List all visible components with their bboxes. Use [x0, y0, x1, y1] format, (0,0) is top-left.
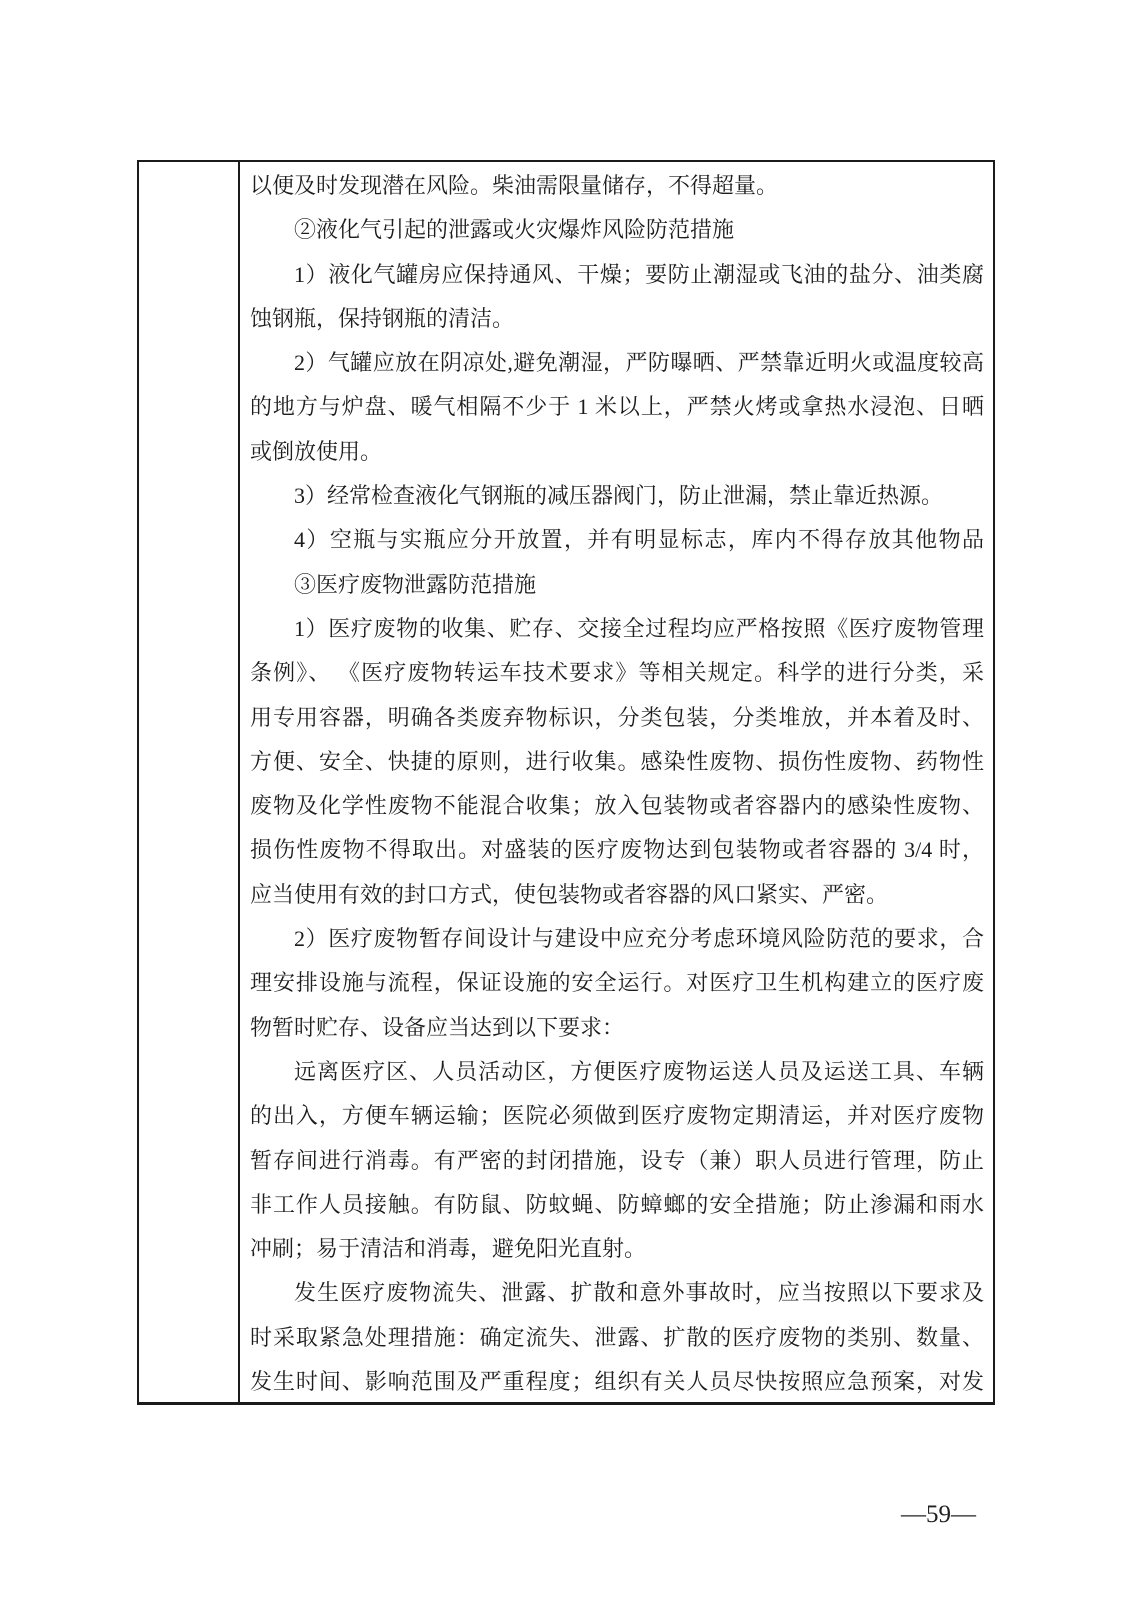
text-line: 理安排设施与流程，保证设施的安全运行。对医疗卫生机构建立的医疗废 [250, 970, 984, 996]
text-line: 发生时间、影响范围及严重程度；组织有关人员尽快按照应急预案，对发 [250, 1369, 984, 1395]
text-line: 的出入，方便车辆运输；医院必须做到医疗废物定期清运，并对医疗废物 [250, 1103, 984, 1129]
text-line: 方便、安全、快捷的原则，进行收集。感染性废物、损伤性废物、药物性 [250, 748, 984, 774]
text-line: 废物及化学性废物不能混合收集；放入包装物或者容器内的感染性废物、 [250, 793, 984, 819]
row-label-cell [139, 162, 240, 1402]
content-table [137, 160, 995, 1405]
text-line: 2）气罐应放在阴凉处,避免潮湿，严防曝晒、严禁靠近明火或温度较高 [294, 350, 984, 376]
text-line: 的地方与炉盘、暖气相隔不少于 1 米以上，严禁火烤或拿热水浸泡、日晒 [250, 394, 984, 420]
text-line: 用专用容器，明确各类废弃物标识，分类包装，分类堆放，并本着及时、 [250, 704, 984, 730]
text-line: 远离医疗区、人员活动区，方便医疗废物运送人员及运送工具、车辆 [294, 1058, 984, 1084]
text-line: 冲刷；易于清洁和消毒，避免阳光直射。 [250, 1236, 647, 1262]
text-line: 条例》、 《医疗废物转运车技术要求》等相关规定。科学的进行分类，采 [250, 660, 984, 686]
text-line: 蚀钢瓶，保持钢瓶的清洁。 [250, 305, 515, 331]
text-line: 物暂时贮存、设备应当达到以下要求： [250, 1014, 625, 1040]
text-line: 1）液化气罐房应保持通风、干燥；要防止潮湿或飞油的盐分、油类腐 [294, 261, 984, 287]
text-line: 3）经常检查液化气钢瓶的减压器阀门，防止泄漏，禁止靠近热源。 [294, 483, 944, 509]
text-line: ③医疗废物泄露防范措施 [294, 571, 537, 597]
text-line: 4）空瓶与实瓶应分开放置，并有明显标志，库内不得存放其他物品 [294, 527, 984, 553]
text-line: 或倒放使用。 [250, 438, 383, 464]
text-line: 暂存间进行消毒。有严密的封闭措施，设专（兼）职人员进行管理，防止 [250, 1147, 984, 1173]
text-line: 非工作人员接触。有防鼠、防蚊蝇、防蟑螂的安全措施；防止渗漏和雨水 [250, 1191, 984, 1217]
text-line: ②液化气引起的泄露或火灾爆炸风险防范措施 [294, 217, 735, 243]
text-line: 时采取紧急处理措施：确定流失、泄露、扩散的医疗废物的类别、数量、 [250, 1324, 984, 1350]
text-line: 以便及时发现潜在风险。柴油需限量储存，不得超量。 [250, 173, 779, 198]
text-line: 损伤性废物不得取出。对盛装的医疗废物达到包装物或者容器的 3/4 时， [250, 837, 984, 863]
text-line: 1）医疗废物的收集、贮存、交接全过程均应严格按照《医疗废物管理 [294, 615, 984, 641]
text-line: 应当使用有效的封口方式，使包装物或者容器的风口紧实、严密。 [250, 881, 889, 907]
page-number: —59— [901, 1501, 976, 1528]
text-line: 发生医疗废物流失、泄露、扩散和意外事故时，应当按照以下要求及 [294, 1280, 984, 1306]
content-cell [240, 162, 993, 1402]
text-line: 2）医疗废物暂存间设计与建设中应充分考虑环境风险防范的要求，合 [294, 926, 984, 952]
